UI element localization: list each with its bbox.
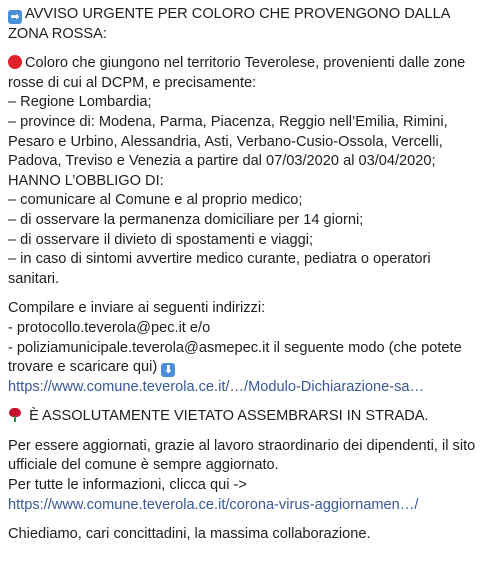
notice-line-6: Padova, Treviso e Venezia a partire dal 07/03/2020 al 03/04/2020; bbox=[8, 153, 436, 170]
notice-line-12: sanitari. bbox=[8, 270, 60, 287]
headline-line-2: ZONA ROSSA: bbox=[8, 25, 107, 42]
closing-text: Chiediamo, cari concittadini, la massima collaborazione. bbox=[8, 526, 371, 543]
updates-link[interactable]: https://www.comune.teverola.ce.it/corona-virus-aggiornamen…/ bbox=[8, 496, 419, 513]
warning-text: È ASSOLUTAMENTE VIETATO ASSEMBRARSI IN STRADA. bbox=[29, 408, 429, 425]
headline bbox=[8, 5, 499, 44]
notice-line-3: – Regione Lombardia; bbox=[8, 94, 152, 111]
notice-line-1: Coloro che giungono nel territorio Teverolese, provenienti dalle zone bbox=[25, 55, 466, 72]
down-arrow-emoji-icon: ⬇ bbox=[161, 363, 175, 377]
rose-emoji-icon bbox=[8, 408, 22, 422]
notice-line-2: rosse di cui al DCPM, e precisamente: bbox=[8, 74, 257, 91]
notice-line-10: – di osservare il divieto di spostamenti e viaggi; bbox=[8, 231, 314, 248]
closing bbox=[8, 525, 499, 545]
notice-line-5: Pesaro e Urbino, Alessandria, Asti, Verbano-Cusio-Ossola, Vercelli, bbox=[8, 133, 443, 150]
module-download-link[interactable]: https://www.comune.teverola.ce.it/…/Modulo-Dichiarazione-sa… bbox=[8, 378, 425, 395]
updates-line-2: ufficiale del comune è sempre aggiornato. bbox=[8, 457, 279, 474]
instructions-line-3: - poliziamunicipale.teverola@asmepec.it il seguente modo (che potete bbox=[8, 339, 462, 356]
notice-line-7: HANNO L’OBBLIGO DI: bbox=[8, 172, 164, 189]
updates bbox=[8, 437, 499, 515]
updates-line-1: Per essere aggiornati, grazie al lavoro straordinario dei dipendenti, il sito bbox=[8, 437, 476, 454]
updates-line-3: Per tutte le informazioni, clicca qui -> bbox=[8, 477, 247, 494]
warning bbox=[8, 407, 499, 427]
right-arrow-emoji-icon: ➡ bbox=[8, 10, 22, 24]
instructions-line-1: Compilare e inviare ai seguenti indirizzi: bbox=[8, 300, 266, 317]
notice bbox=[8, 54, 499, 289]
instructions-line-4: trovare e scaricare qui) bbox=[8, 359, 158, 376]
notice-line-4: – province di: Modena, Parma, Piacenza, Reggio nell’Emilia, Rimini, bbox=[8, 113, 448, 130]
instructions bbox=[8, 299, 499, 397]
notice-line-8: – comunicare al Comune e al proprio medico; bbox=[8, 192, 303, 209]
headline-line-1: AVVISO URGENTE PER COLORO CHE PROVENGONO DALLA bbox=[25, 6, 451, 22]
notice-line-9: – di osservare la permanenza domiciliare per 14 giorni; bbox=[8, 211, 364, 228]
notice-line-11: – in caso di sintomi avvertire medico curante, pediatra o operatori bbox=[8, 251, 431, 268]
red-circle-emoji-icon bbox=[8, 55, 22, 69]
instructions-line-2: - protocollo.teverola@pec.it e/o bbox=[8, 319, 211, 336]
